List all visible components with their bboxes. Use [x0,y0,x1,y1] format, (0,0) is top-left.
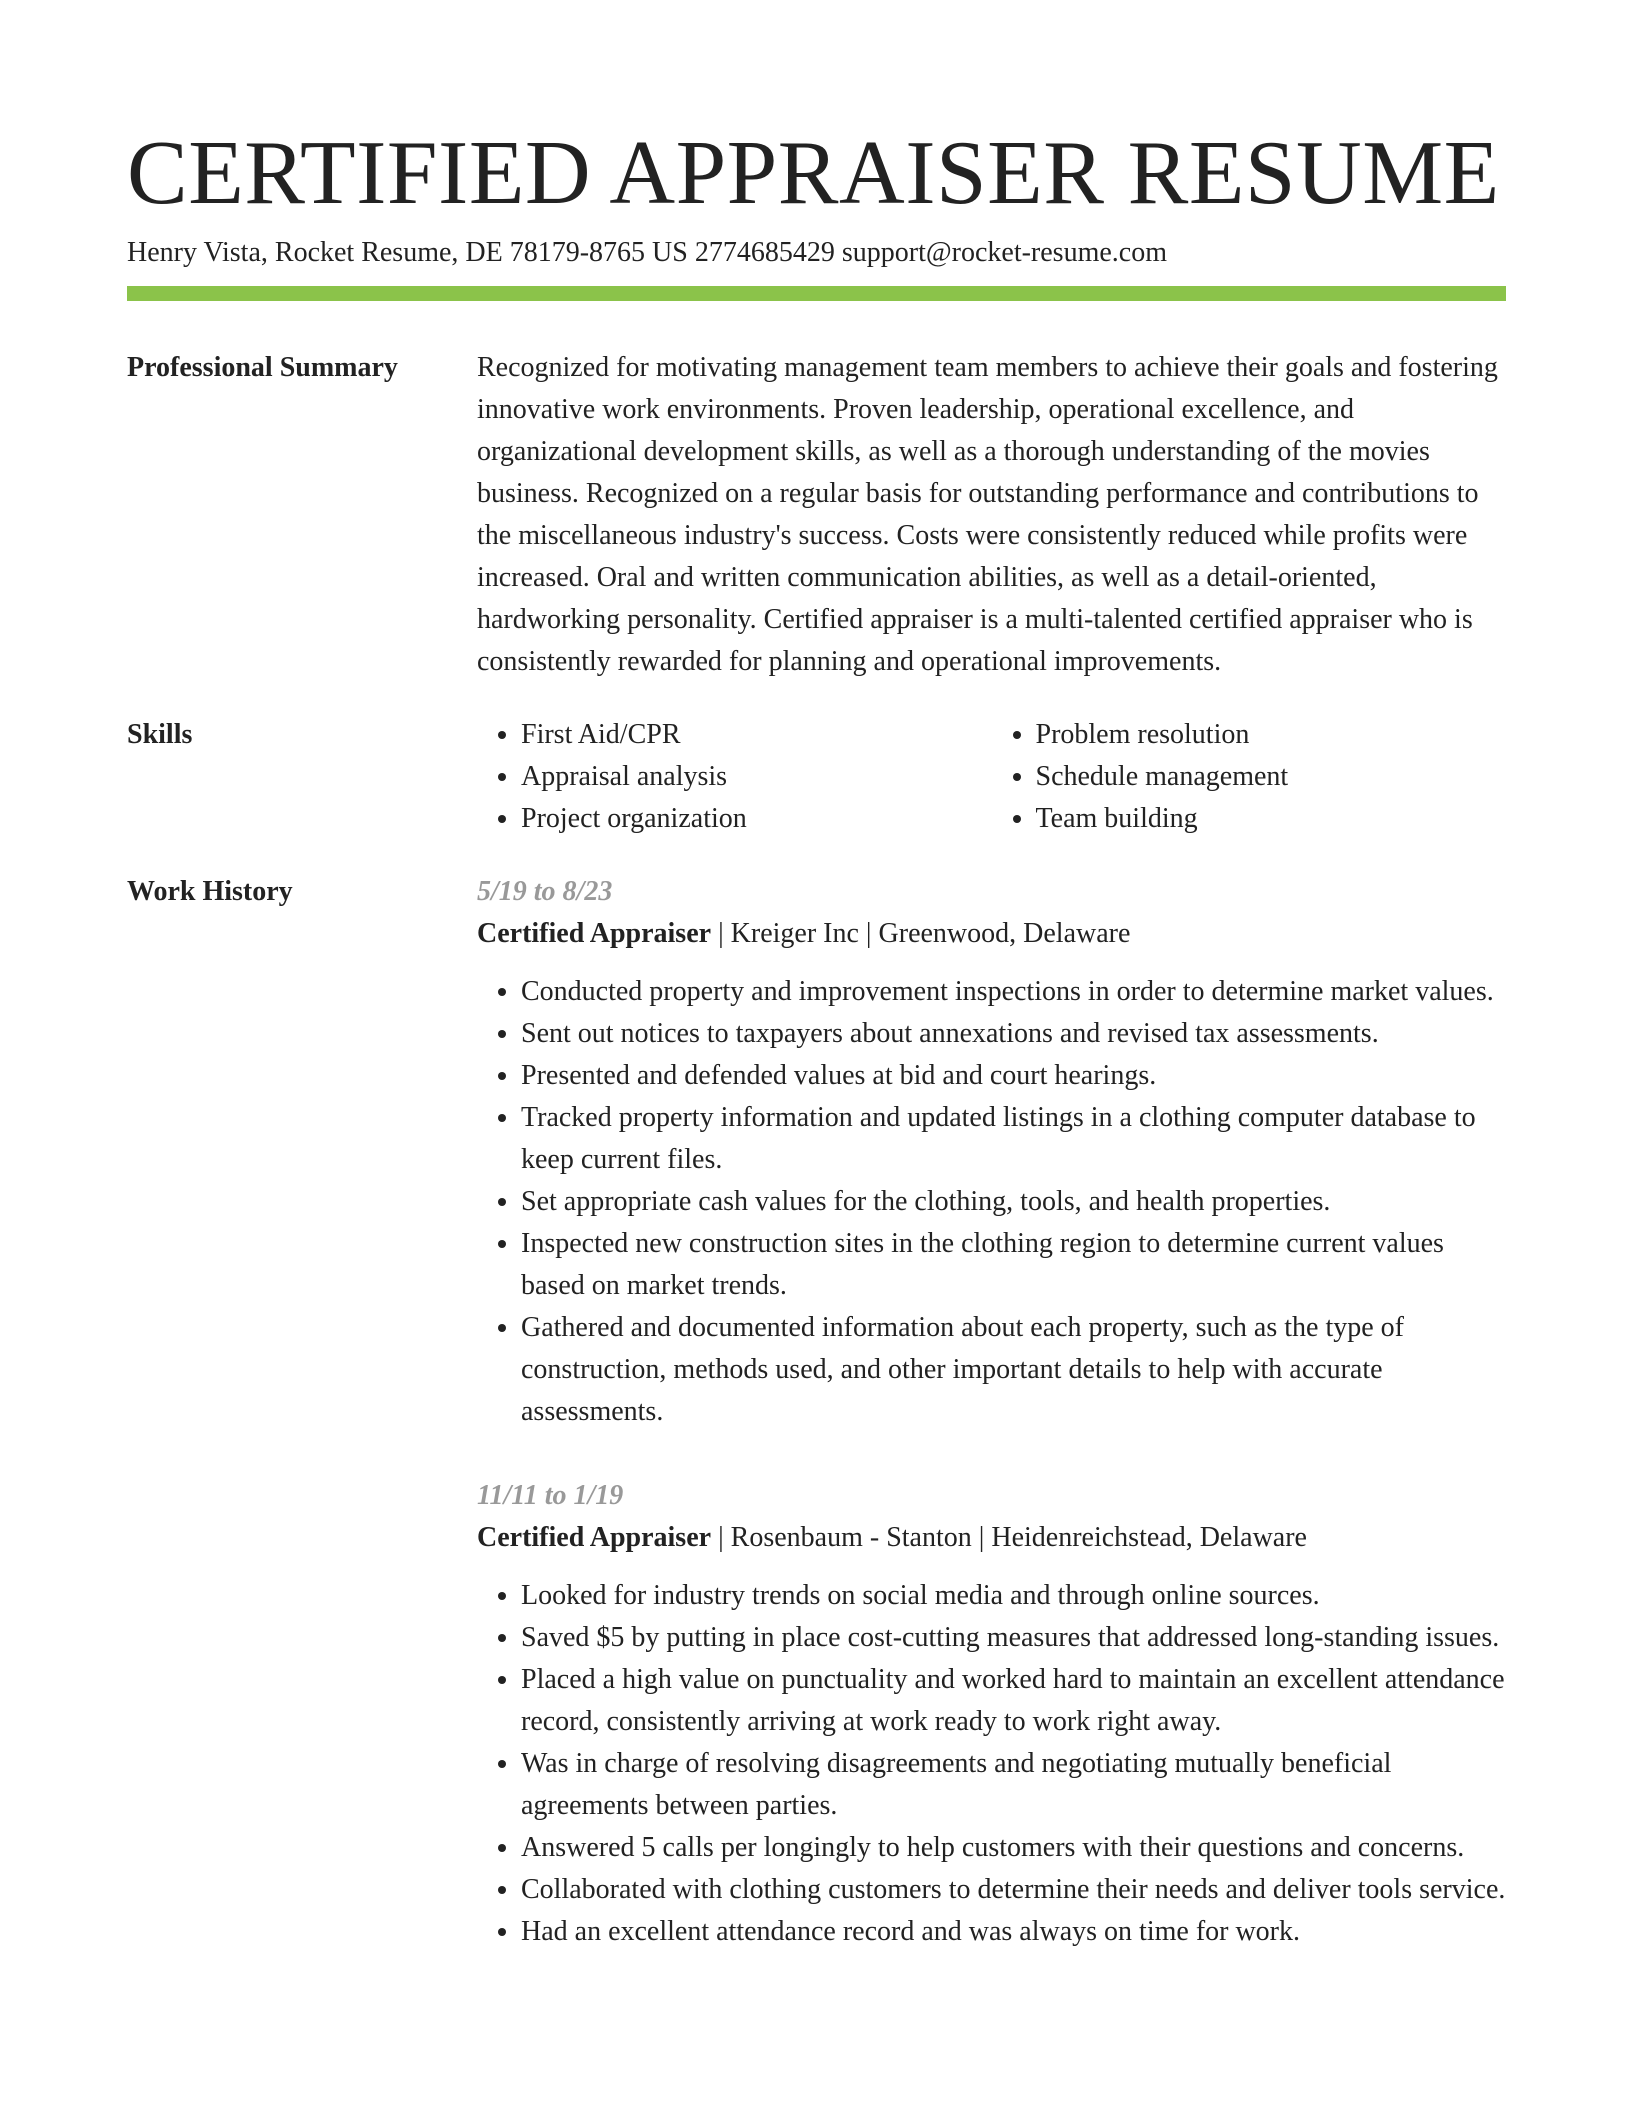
section-label-skills: Skills [127,719,193,750]
job-bullet-list [477,971,1506,1433]
job-bullet: • Set appropriate cash values for the clothing, tools, and health properties. [521,1181,1506,1223]
job-bullet: • Presented and defended values at bid and court hearings. [521,1055,1506,1097]
job-bullet: • Sent out notices to taxpayers about annexations and revised tax assessments. [521,1013,1506,1055]
job-header [477,913,1506,955]
skill-item: • First Aid/CPR [521,714,992,756]
job-bullet: • Was in charge of resolving disagreements and negotiating mutually beneficial agreements between parties. [521,1743,1506,1827]
job-header [477,1517,1506,1559]
skill-item: • Problem resolution [1036,714,1507,756]
job-bullet: • Had an excellent attendance record and was always on time for work. [521,1911,1506,1953]
job-employer-location: | Rosenbaum - Stanton | Heidenreichstead, Delaware [711,1522,1307,1553]
skill-item: • Appraisal analysis [521,756,992,798]
contact-line: Henry Vista, Rocket Resume, DE 78179-8765 US 2774685429 support@rocket-resume.com [127,237,1167,268]
job-bullet: • Looked for industry trends on social media and through online sources. [521,1575,1506,1617]
resume-title: CERTIFIED APPRAISER RESUME [127,122,1500,223]
summary-text: Recognized for motivating management team members to achieve their goals and fostering innovative work environments. Proven leadership, operational excellence, and organizational development skills, as well as a thorough understanding of the movies business. Recognized on a regular basis for outstanding performance and contributions to the miscellaneous industry's success. Costs were consistently reduced while profits were increased. Oral and written communication abilities, as well as a detail-oriented, hardworking personality. Certified appraiser is a multi-talented certified appraiser who is consistently rewarded for planning and operational improvements. [477,352,1498,677]
job-title: Certified Appraiser [477,1522,712,1553]
job-bullet: • Tracked property information and updated listings in a clothing computer database to keep current files. [521,1097,1506,1181]
skill-item: • Project organization [521,798,992,840]
job-bullet: • Placed a high value on punctuality and worked hard to maintain an excellent attendance record, consistently arriving at work ready to work right away. [521,1659,1506,1743]
job-bullet: • Answered 5 calls per longingly to help customers with their questions and concerns. [521,1827,1506,1869]
accent-divider [127,286,1506,301]
professional-summary-section [127,347,1506,683]
section-label-work-history: Work History [127,876,293,907]
job-title: Certified Appraiser [477,918,712,949]
skills-section [127,714,1506,840]
skills-column-left [477,714,992,840]
job-entry [477,1475,1506,1953]
job-bullet-list [477,1575,1506,1953]
job-bullet: • Inspected new construction sites in the clothing region to determine current values based on market trends. [521,1223,1506,1307]
work-history-body [477,871,1506,1953]
skills-column-right [992,714,1507,840]
work-history-section [127,871,1506,1953]
job-dates: 11/11 to 1/19 [477,1480,624,1511]
skill-item: • Schedule management [1036,756,1507,798]
skills-body [477,714,1506,840]
job-employer-location: | Kreiger Inc | Greenwood, Delaware [711,918,1131,949]
job-bullet: • Collaborated with clothing customers to determine their needs and deliver tools service. [521,1869,1506,1911]
skill-item: • Team building [1036,798,1507,840]
job-entry [477,871,1506,1433]
job-dates: 5/19 to 8/23 [477,876,613,907]
skills-grid [477,714,1506,840]
job-bullet: • Conducted property and improvement inspections in order to determine market values. [521,971,1506,1013]
job-bullet: • Gathered and documented information about each property, such as the type of construction, methods used, and other important details to help with accurate assessments. [521,1307,1506,1433]
section-label-summary: Professional Summary [127,352,398,383]
job-bullet: • Saved $5 by putting in place cost-cutting measures that addressed long-standing issues. [521,1617,1506,1659]
